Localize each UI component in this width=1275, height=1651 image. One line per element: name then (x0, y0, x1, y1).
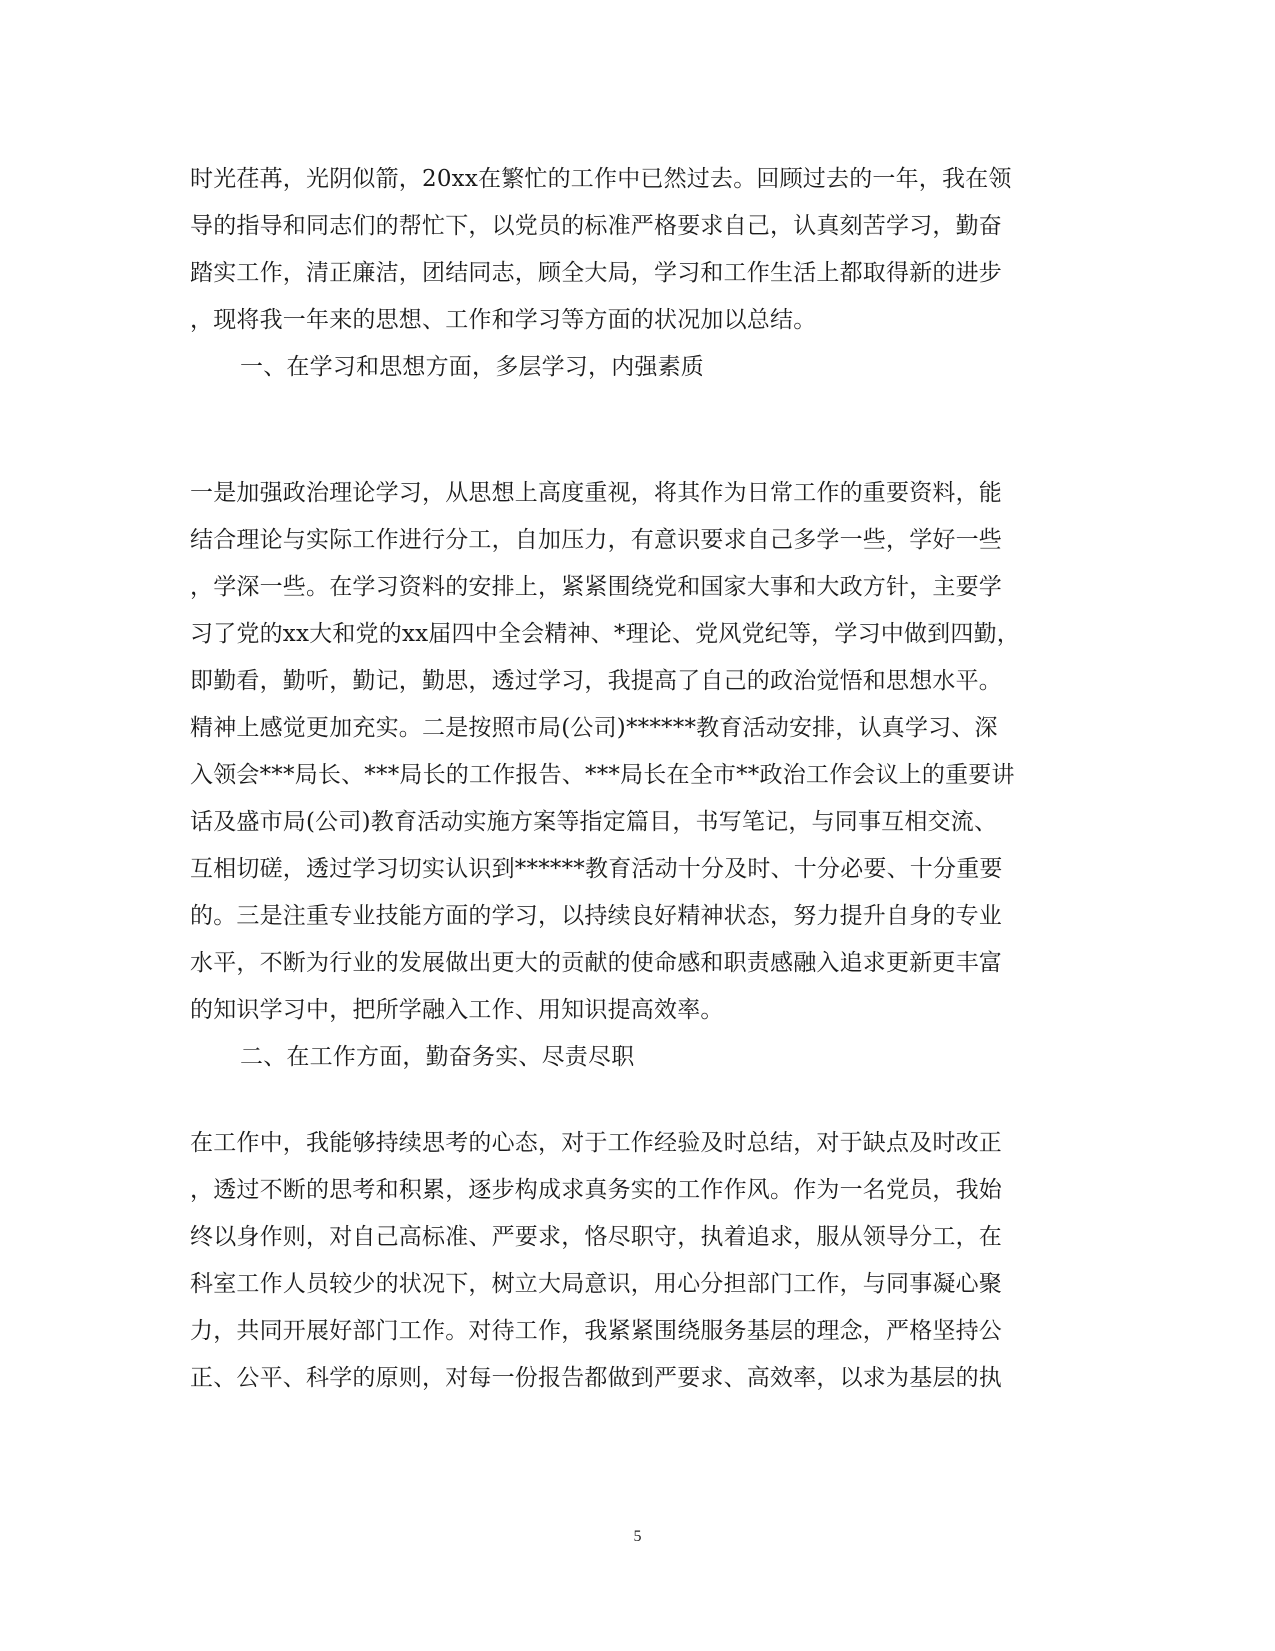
text-line: 导的指导和同志们的帮忙下，以党员的标准严格要求自己，认真刻苦学习，勤奋 (190, 213, 1002, 239)
text-line: 在工作中，我能够持续思考的心态，对于工作经验及时总结，对于缺点及时改正 (190, 1130, 1002, 1156)
text-line: 结合理论与实际工作进行分工，自加压力，有意识要求自己多学一些，学好一些 (190, 527, 1002, 553)
text-line: 即勤看，勤听，勤记，勤思，透过学习，我提高了自己的政治觉悟和思想水平。 (190, 668, 1002, 694)
text-line: 力，共同开展好部门工作。对待工作，我紧紧围绕服务基层的理念，严格坚持公 (190, 1318, 1002, 1344)
text-line: 习了党的xx大和党的xx届四中全会精神、*理论、党风党纪等，学习中做到四勤， (190, 621, 1020, 647)
text-line: ，学深一些。在学习资料的安排上，紧紧围绕党和国家大事和大政方针，主要学 (190, 574, 1002, 600)
text-line: 正、公平、科学的原则，对每一份报告都做到严要求、高效率，以求为基层的执 (190, 1365, 1002, 1391)
text-line: 的。三是注重专业技能方面的学习，以持续良好精神状态，努力提升自身的专业 (190, 903, 1002, 929)
text-line: 水平，不断为行业的发展做出更大的贡献的使命感和职责感融入追求更新更丰富 (190, 950, 1002, 976)
text-line: ，透过不断的思考和积累，逐步构成求真务实的工作作风。作为一名党员，我始 (190, 1177, 1002, 1203)
text-line: 话及盛市局(公司)教育活动实施方案等指定篇目，书写笔记，与同事互相交流、 (190, 809, 998, 835)
section-heading-2: 二、在工作方面，勤奋务实、尽责尽职 (240, 1044, 635, 1070)
text-line: 的知识学习中，把所学融入工作、用知识提高效率。 (190, 997, 724, 1023)
text-line: 一是加强政治理论学习，从思想上高度重视，将其作为日常工作的重要资料，能 (190, 480, 1002, 506)
text-line: 科室工作人员较少的状况下，树立大局意识，用心分担部门工作，与同事凝心聚 (190, 1271, 1002, 1297)
section-heading-1: 一、在学习和思想方面，多层学习，内强素质 (240, 354, 704, 380)
text-line: 踏实工作，清正廉洁，团结同志，顾全大局，学习和工作生活上都取得新的进步 (190, 260, 1002, 286)
page-number: 5 (633, 1528, 642, 1545)
text-line: 精神上感觉更加充实。二是按照市局(公司)******教育活动安排，认真学习、深 (190, 715, 998, 741)
text-line: 互相切磋，透过学习切实认识到******教育活动十分及时、十分必要、十分重要 (190, 856, 1003, 882)
text-line: 入领会***局长、***局长的工作报告、***局长在全市**政治工作会议上的重要讲 (190, 762, 1015, 788)
text-line: ，现将我一年来的思想、工作和学习等方面的状况加以总结。 (190, 307, 817, 333)
text-line: 终以身作则，对自己高标准、严要求，恪尽职守，执着追求，服从领导分工，在 (190, 1224, 1002, 1250)
text-line: 时光荏苒，光阴似箭，20xx在繁忙的工作中已然过去。回顾过去的一年，我在领 (190, 166, 1012, 192)
